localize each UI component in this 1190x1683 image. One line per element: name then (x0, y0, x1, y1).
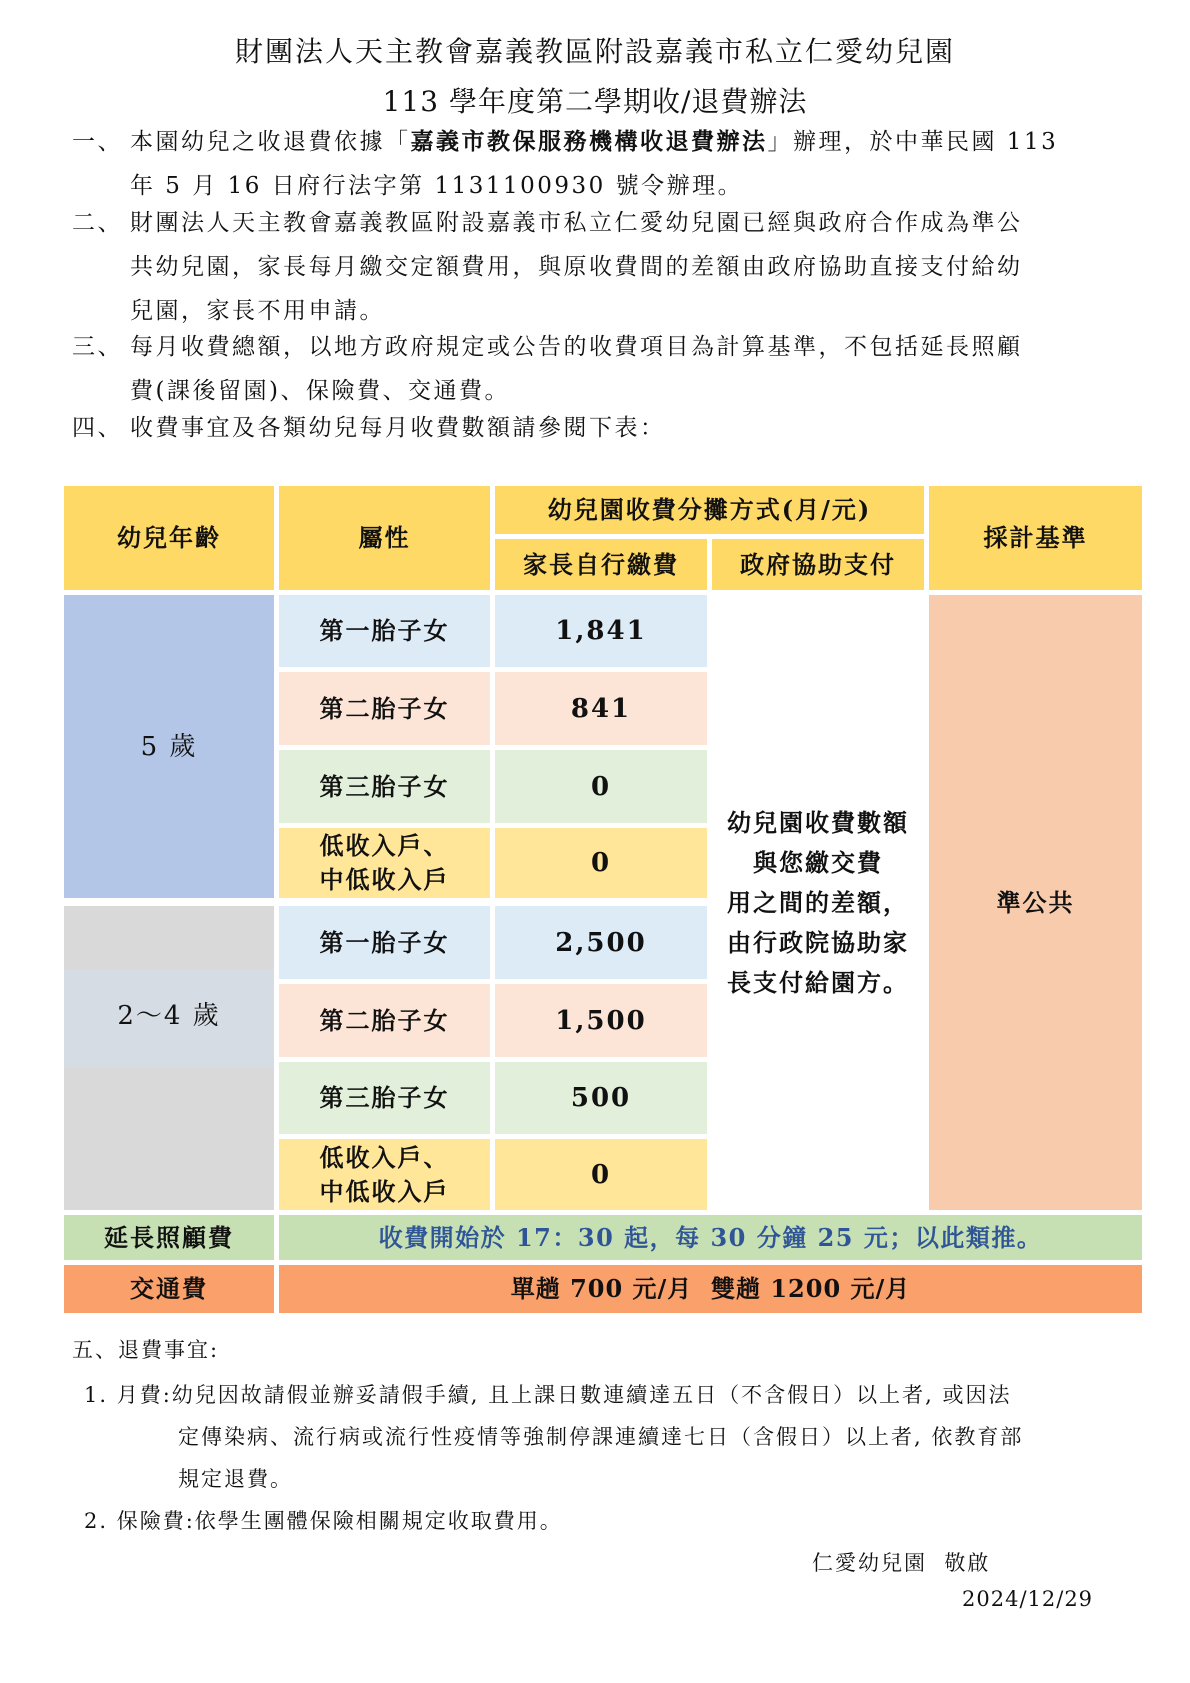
basis-value: 準公共 (929, 595, 1142, 1210)
signature-date: 2024/12/29 (962, 1587, 1094, 1611)
item-number: 二、 (72, 210, 123, 236)
parent-amount: 0 (495, 750, 707, 823)
age-label: 2～4 歲 (64, 969, 274, 1068)
regulation-name: 嘉義市教保服務機構收退費辦法 (410, 128, 768, 155)
age-group-5: 5 歲 (64, 595, 274, 898)
extended-care-value: 收費開始於 17：30 起，每 30 分鐘 25 元；以此類推。 (279, 1215, 1142, 1260)
item-number: 四、 (72, 415, 123, 441)
age-group-2-4 (64, 906, 274, 1210)
document-title: 財團法人天主教會嘉義教區附設嘉義市私立仁愛幼兒園 (234, 35, 955, 68)
attr-cell: 第三胎子女 (279, 750, 490, 823)
header-split: 幼兒園收費分攤方式(月/元) (495, 486, 924, 534)
gov-note-line: 由行政院協助家 (727, 927, 909, 957)
parent-amount: 2,500 (495, 906, 707, 979)
item-number: 三、 (72, 334, 123, 360)
item-text: 每月收費總額，以地方政府規定或公告的收費項目為計算基準，不包括延長照顧 (130, 334, 1023, 360)
parent-amount: 1,841 (495, 595, 707, 667)
attr-line1: 低收入戶、 (319, 831, 450, 860)
attr-cell (279, 1139, 490, 1210)
item-number: 一、 (72, 129, 123, 155)
header-basis: 採計基準 (929, 486, 1142, 590)
attr-line2: 中低收入戶 (319, 865, 450, 894)
refund-item-2: 2. 保險費:依學生團體保險相關規定收取費用。 (84, 1509, 563, 1533)
header-age: 幼兒年齡 (64, 486, 274, 590)
header-gov-pay: 政府協助支付 (712, 539, 924, 590)
parent-amount: 841 (495, 672, 707, 745)
attr-line1: 低收入戶、 (319, 1142, 450, 1172)
item-3 (72, 325, 1122, 413)
attr-cell: 第二胎子女 (279, 984, 490, 1057)
item-text-line2: 年 5 月 16 日府行法字第 1131100930 號令辦理。 (130, 173, 744, 199)
attr-cell: 第一胎子女 (279, 906, 490, 979)
signature-name: 仁愛幼兒園 敬啟 (812, 1551, 991, 1575)
refund-item-1-line2: 定傳染病、流行病或流行性疫情等強制停課連續達七日（含假日）以上者, 依教育部 (178, 1425, 1024, 1449)
attr-line2: 中低收入戶 (319, 1176, 450, 1206)
item-1-text-pre: 本園幼兒之收退費依據「 (130, 129, 411, 155)
item-text-line2: 費(課後留園)、保險費、交通費。 (130, 378, 510, 404)
gov-note-line: 用之間的差額， (727, 887, 909, 917)
gov-note-line: 幼兒園收費數額 (727, 807, 909, 837)
transport-value: 單趟 700 元/月 雙趟 1200 元/月 (279, 1265, 1142, 1313)
parent-amount: 0 (495, 828, 707, 898)
parent-amount: 1,500 (495, 984, 707, 1057)
attr-cell: 第一胎子女 (279, 595, 490, 667)
refund-title: 五、退費事宜: (72, 1338, 220, 1362)
item-text (72, 120, 1122, 164)
item-text: 收費事宜及各類幼兒每月收費數額請參閱下表： (130, 415, 666, 441)
parent-amount: 0 (495, 1139, 707, 1210)
extended-care-label: 延長照顧費 (64, 1215, 274, 1260)
gov-note-line: 與您繳交費 (753, 847, 883, 877)
item-1 (72, 120, 1122, 208)
gov-pay-note (712, 595, 924, 1210)
item-1-text-post: 」辦理，於中華民國 113 (767, 129, 1059, 155)
header-parent-pay: 家長自行繳費 (495, 539, 707, 590)
item-text-line2: 共幼兒園，家長每月繳交定額費用，與原收費間的差額由政府協助直接支付給幼 (130, 254, 1023, 280)
document-subtitle: 113 學年度第二學期收/退費辦法 (382, 85, 808, 118)
attr-cell (279, 828, 490, 898)
header-attribute: 屬性 (279, 486, 490, 590)
parent-amount: 500 (495, 1062, 707, 1134)
gov-note-line: 長支付給園方。 (727, 967, 909, 997)
refund-item-1-line1: 1. 月費:幼兒因故請假並辦妥請假手續, 且上課日數連續達五日（不含假日）以上者, 或因法 (84, 1383, 1012, 1407)
refund-item-1-line3: 規定退費。 (178, 1467, 293, 1491)
attr-cell: 第二胎子女 (279, 672, 490, 745)
transport-label: 交通費 (64, 1265, 274, 1313)
item-text: 財團法人天主教會嘉義教區附設嘉義市私立仁愛幼兒園已經與政府合作成為準公 (130, 210, 1023, 236)
item-2 (72, 201, 1122, 333)
item-text-line3: 兒園，家長不用申請。 (130, 298, 385, 324)
attr-cell: 第三胎子女 (279, 1062, 490, 1134)
item-4 (72, 406, 1122, 450)
